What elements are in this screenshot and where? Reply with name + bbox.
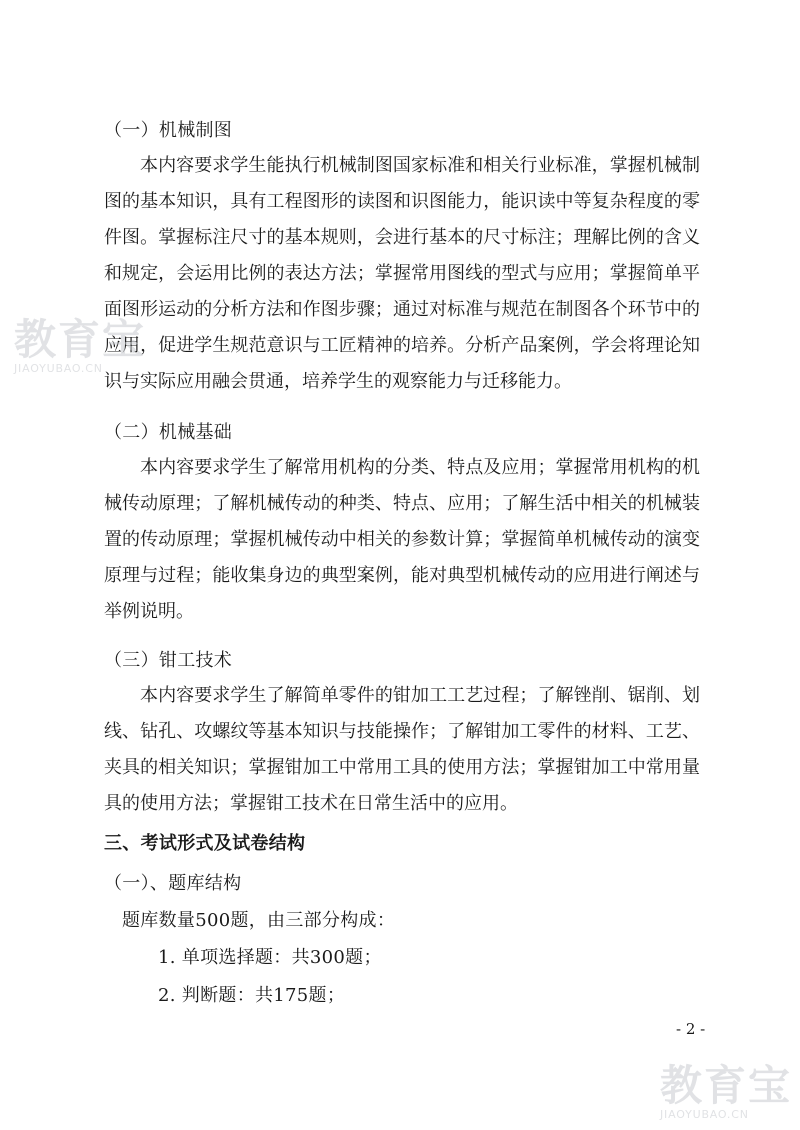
- watermark-logo-bottom: [660, 1061, 793, 1122]
- page-number: - 2 -: [676, 1020, 706, 1038]
- watermark-en: JIAOYUBAO.CN: [14, 362, 103, 375]
- watermark-cn-bottom: 教育宝: [660, 1061, 793, 1110]
- section-body-mechanical-drawing: 本内容要求学生能执行机械制图国家标准和相关行业标准，掌握机械制图的基本知识，具有工程图形的读图和识图能力，能识读中等复杂程度的零件图。掌握标注尺寸的基本规则，会进行基本的尺寸标注；理解比例的含义和规定，会运用比例的表达方法；掌握常用图线的型式与应用；掌握简单平面图形运动的分析方法和作图步骤；通过对标准与规范在制图各个环节中的应用，促进学生规范意识与工匠精神的培养。分析产品案例，学会将理论知识与实际应用融会贯通，培养学生的观察能力与迁移能力。: [104, 155, 700, 392]
- sub-heading-question-bank: （一）、题库结构: [104, 873, 242, 894]
- watermark-cn: 教育宝: [14, 315, 147, 364]
- section-body-fitter-technology: 本内容要求学生了解简单零件的钳加工工艺过程；了解锉削、锯削、划线、钻孔、攻螺纹等基本知识与技能操作；了解钳加工零件的材料、工艺、夹具的相关知识；掌握钳加工中常用工具的使用方法；掌握钳加工中常用量具的使用方法；掌握钳工技术在日常生活中的应用。: [104, 685, 700, 814]
- list-item-single-choice: 1. 单项选择题：共300题；: [158, 947, 382, 968]
- section-body-mechanical-basics: 本内容要求学生了解常用机构的分类、特点及应用；掌握常用机构的机械传动原理；了解机械传动的种类、特点、应用；了解生活中相关的机械装置的传动原理；掌握机械传动中相关的参数计算；掌握简单机械传动的演变原理与过程；能收集身边的典型案例，能对典型机械传动的应用进行阐述与举例说明。: [104, 457, 700, 622]
- question-bank-intro: 题库数量500题，由三部分构成：: [122, 910, 396, 931]
- section-heading-fitter-technology: （三）钳工技术: [104, 650, 233, 671]
- list-item-true-false: 2. 判断题：共175题；: [158, 985, 346, 1006]
- section-heading-mechanical-basics: （二）机械基础: [104, 422, 233, 443]
- watermark-en-bottom: JIAOYUBAO.CN: [660, 1108, 749, 1121]
- watermark-logo: [14, 315, 147, 376]
- section-heading-mechanical-drawing: （一）机械制图: [104, 120, 233, 141]
- part-heading-exam-format: 三、考试形式及试卷结构: [104, 833, 306, 854]
